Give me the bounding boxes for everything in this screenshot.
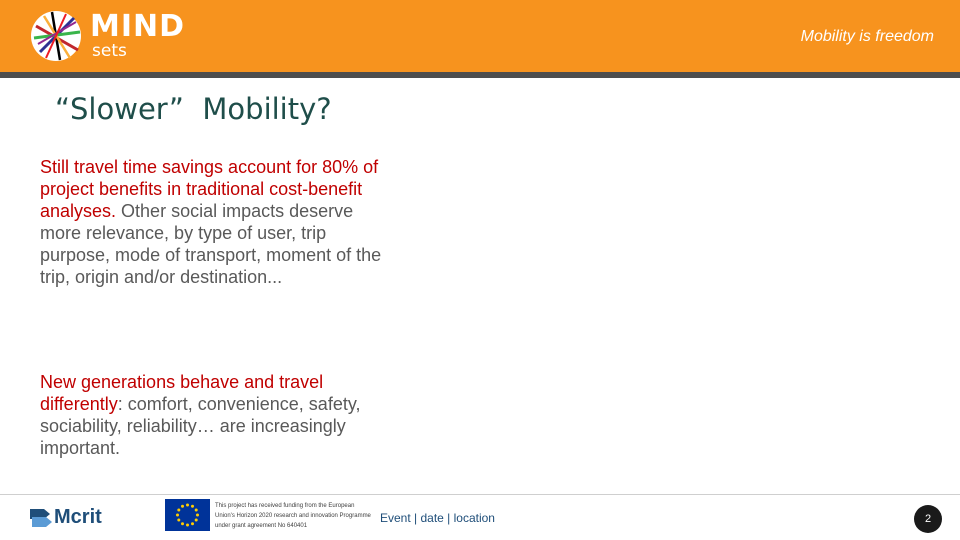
header-band bbox=[0, 72, 960, 78]
mcrit-logo bbox=[30, 505, 115, 529]
mcrit-arrows-icon bbox=[30, 505, 52, 529]
page-number: 2 bbox=[914, 505, 942, 533]
event-info: Event | date | location bbox=[380, 511, 495, 525]
paragraph-new-generations bbox=[40, 371, 390, 459]
mcrit-logo-text: Mcrit bbox=[54, 506, 102, 528]
footer-divider bbox=[0, 494, 960, 495]
paragraph-travel-time bbox=[40, 156, 390, 288]
slide-title: “Slower” Mobility? bbox=[55, 92, 332, 126]
eu-stars-icon bbox=[165, 499, 210, 531]
paragraph-travel-time-highlight: Still travel time savings account for 80% of project benefits in traditional cost-benefit analyses. bbox=[40, 157, 379, 221]
mindsets-logo bbox=[30, 8, 186, 64]
logo-sub-text: sets bbox=[92, 41, 127, 61]
paragraph-new-generations-highlight: New generations behave and travel differently bbox=[40, 372, 324, 414]
logo-main-text: MIND bbox=[90, 9, 186, 44]
tagline: Mobility is freedom bbox=[800, 28, 934, 45]
funding-statement: This project has received funding from the European Union's Horizon 2020 research and innovation Programme under grant agreement No 640401 bbox=[215, 503, 371, 529]
mindsets-globe-icon bbox=[30, 8, 86, 64]
eu-flag bbox=[165, 499, 210, 531]
paragraph-travel-time-rest: Other social impacts deserve more relevance, by type of user, trip purpose, mode of transport, moment of the trip, origin and/or destination... bbox=[40, 201, 382, 287]
paragraph-new-generations-rest: : comfort, convenience, safety, sociability, reliability… are increasingly important. bbox=[40, 394, 361, 458]
